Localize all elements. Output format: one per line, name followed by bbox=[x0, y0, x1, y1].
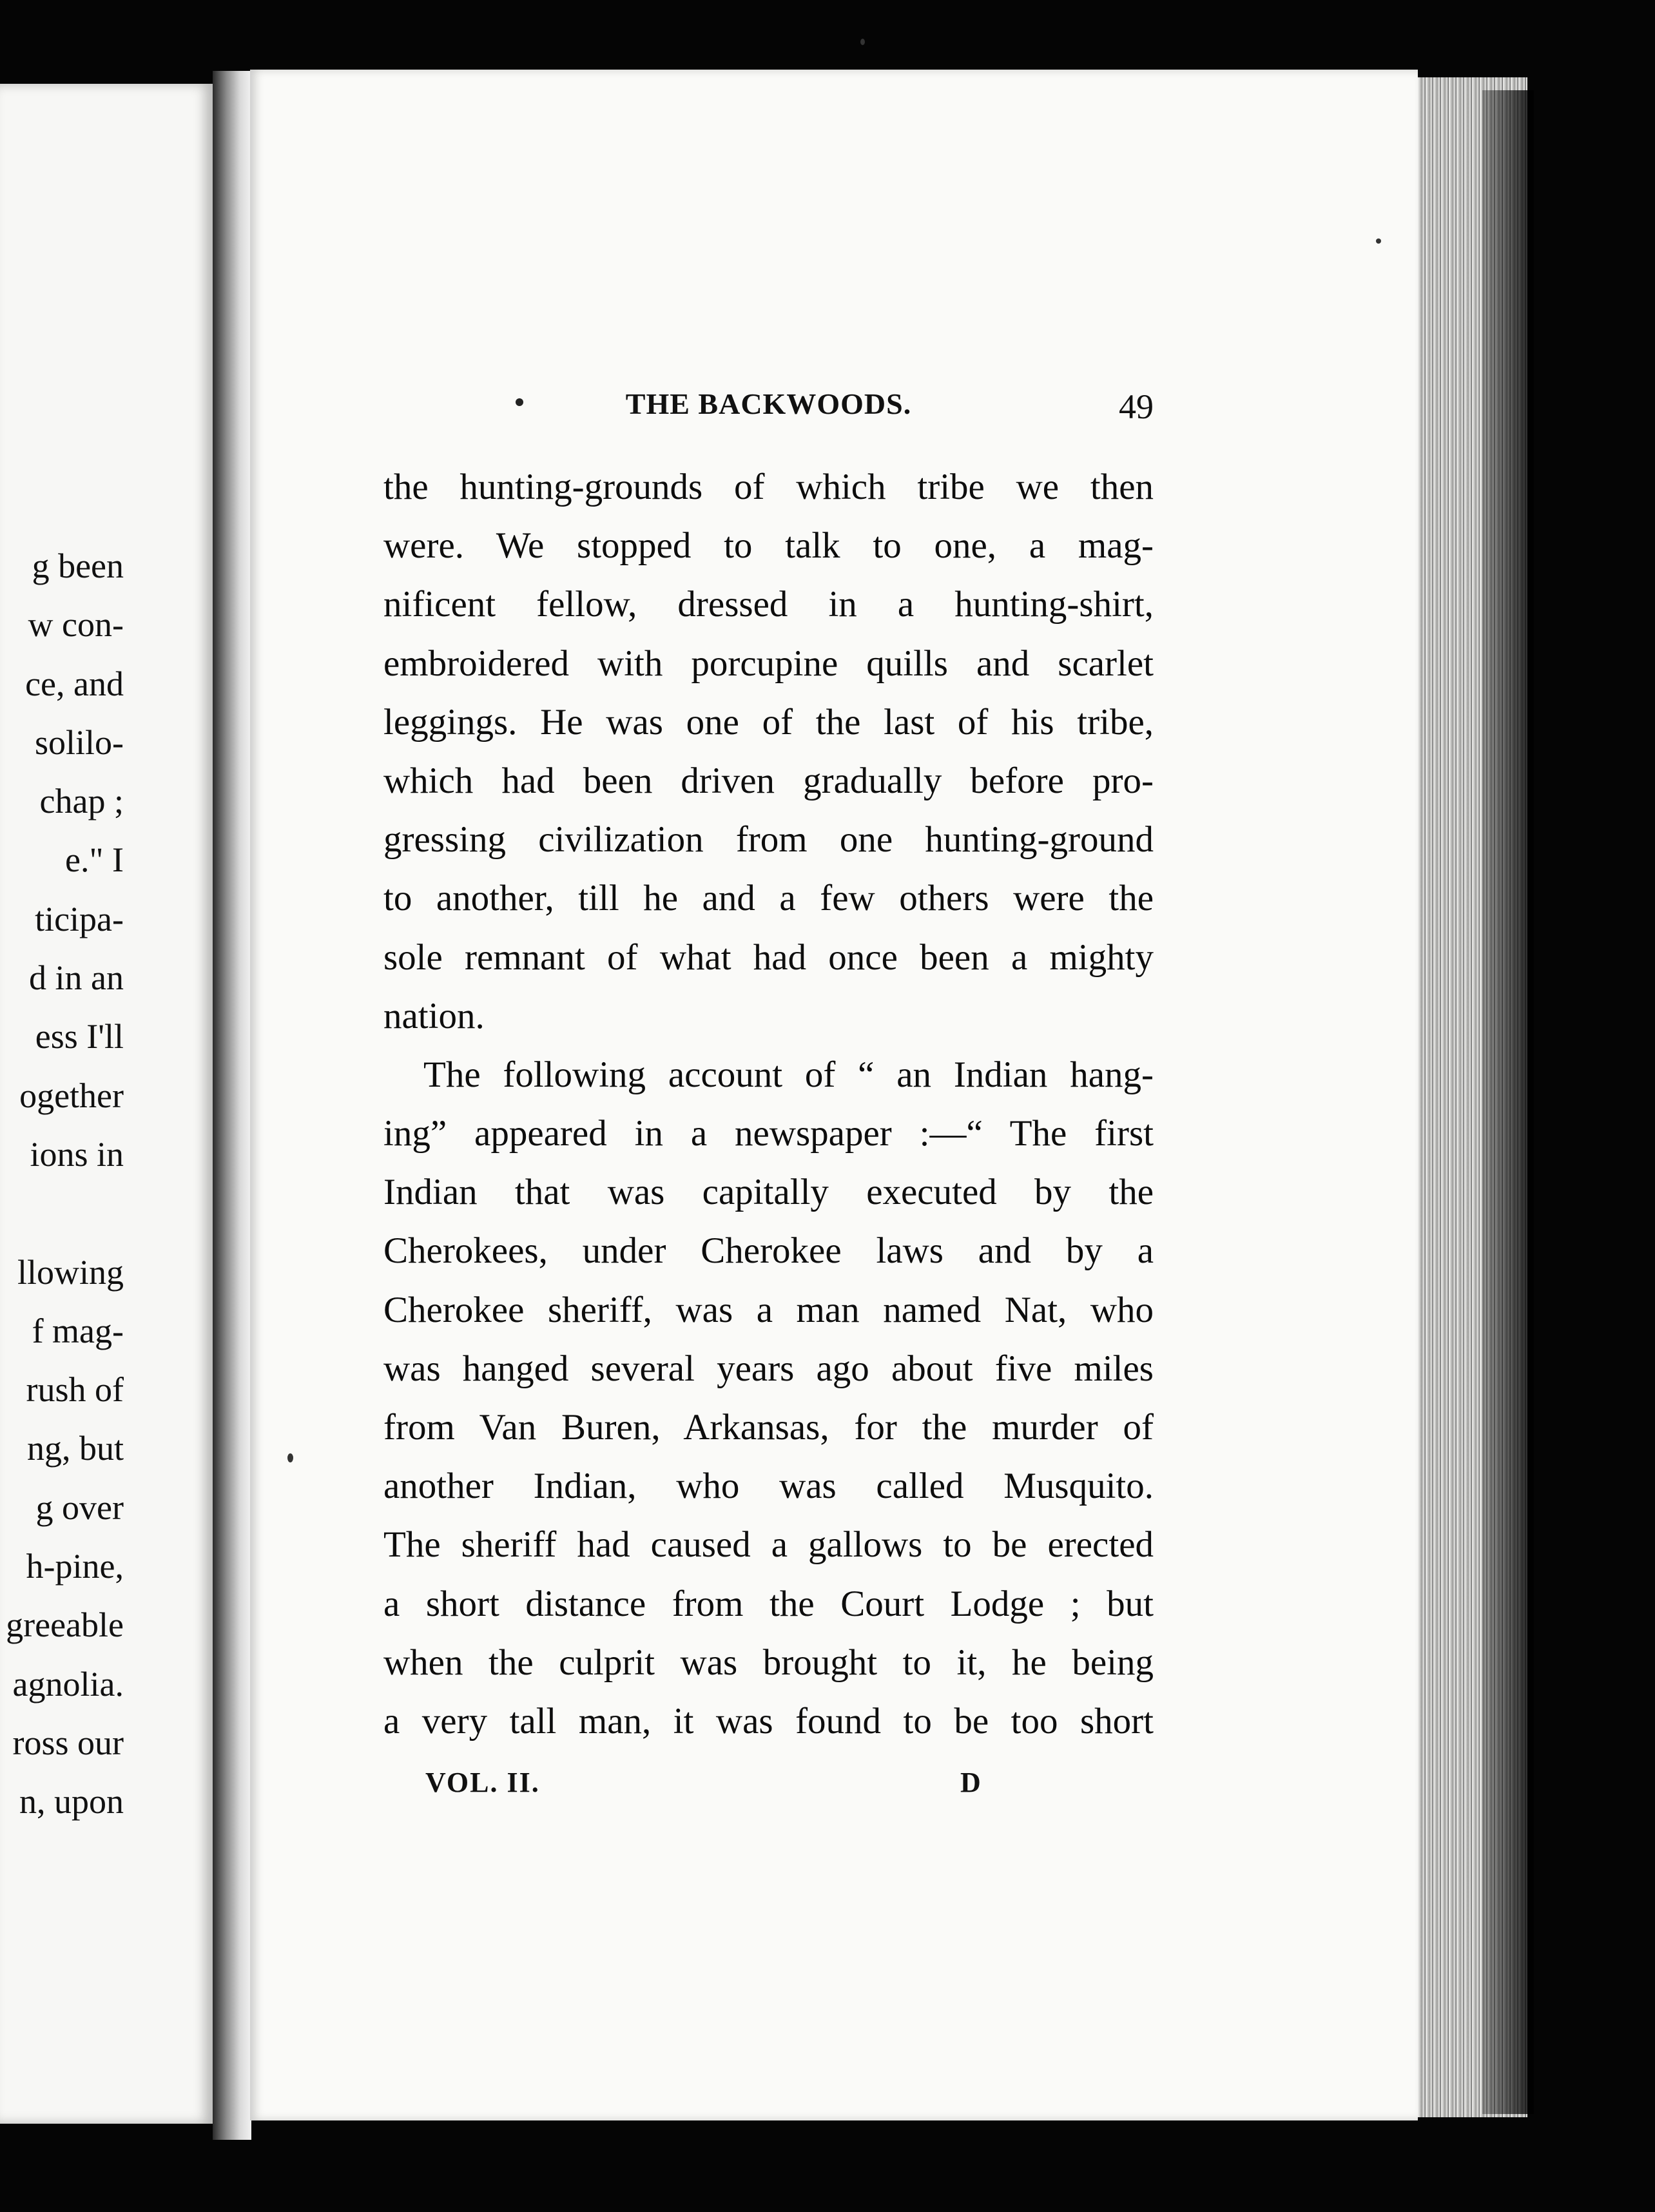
text-line: a short distance from the Court Lodge ; but bbox=[383, 1583, 1154, 1624]
ink-speck bbox=[1376, 238, 1381, 244]
text-line: Indian that was capitally executed by the bbox=[383, 1172, 1154, 1213]
left-line: g been bbox=[32, 547, 124, 585]
text-line: a very tall man, it was found to be too short bbox=[383, 1700, 1154, 1741]
page-number: 49 bbox=[1119, 387, 1154, 426]
page-edges-shadow bbox=[1482, 90, 1534, 2114]
text-line: when the culprit was brought to it, he being bbox=[383, 1642, 1154, 1683]
volume-label: VOL. II. bbox=[425, 1767, 540, 1798]
text-line: Cherokees, under Cherokee laws and by a bbox=[383, 1230, 1154, 1272]
left-line: ross our bbox=[12, 1723, 124, 1762]
left-page-text bbox=[6, 537, 124, 1832]
text-line: from Van Buren, Arkansas, for the murder of bbox=[383, 1407, 1154, 1448]
left-line: ng, but bbox=[26, 1429, 124, 1468]
book-gutter bbox=[213, 71, 251, 2140]
left-line: ce, and bbox=[25, 664, 124, 703]
text-line: ing” appeared in a newspaper :—“ The first bbox=[383, 1113, 1154, 1154]
text-line: the hunting-grounds of which tribe we then bbox=[383, 467, 1154, 507]
left-line: solilo- bbox=[34, 723, 124, 762]
running-head bbox=[383, 387, 1154, 432]
text-line: Cherokee sheriff, was a man named Nat, who bbox=[383, 1289, 1154, 1330]
left-line bbox=[6, 1184, 124, 1243]
left-line: h-pine, bbox=[26, 1547, 124, 1586]
footer-signature-line bbox=[425, 1766, 982, 1811]
page-body bbox=[383, 458, 1154, 1751]
text-line: gressing civilization from one hunting-ground bbox=[383, 819, 1154, 860]
left-line: ions in bbox=[30, 1134, 124, 1174]
left-line: n, upon bbox=[19, 1782, 124, 1821]
ink-speck bbox=[860, 39, 865, 45]
text-line: nificent fellow, dressed in a hunting-shirt, bbox=[383, 584, 1154, 625]
text-line: nation. bbox=[383, 995, 485, 1036]
left-line: greeable bbox=[6, 1606, 124, 1645]
left-line: w con- bbox=[28, 605, 124, 645]
left-line: rush of bbox=[26, 1370, 124, 1410]
text-line: to another, till he and a few others were the bbox=[383, 878, 1154, 919]
left-line: e." I bbox=[65, 840, 124, 880]
left-facing-page bbox=[0, 84, 213, 2124]
text-line: embroidered with porcupine quills and scarlet bbox=[383, 643, 1154, 684]
ink-speck bbox=[287, 1453, 293, 1462]
text-line: The following account of “ an Indian hang- bbox=[423, 1054, 1154, 1095]
signature-mark: D bbox=[960, 1767, 982, 1798]
text-line: was hanged several years ago about five miles bbox=[383, 1348, 1154, 1389]
text-line: leggings. He was one of the last of his tribe, bbox=[383, 701, 1154, 742]
text-line: were. We stopped to talk to one, a mag- bbox=[383, 525, 1154, 567]
left-line: ess I'll bbox=[35, 1017, 124, 1056]
left-line: ticipa- bbox=[35, 899, 124, 938]
left-line: g over bbox=[35, 1488, 124, 1527]
text-line: The sheriff had caused a gallows to be erected bbox=[383, 1524, 1154, 1566]
left-line: llowing bbox=[17, 1252, 124, 1292]
left-line: chap ; bbox=[39, 782, 124, 821]
text-line: sole remnant of what had once been a mighty bbox=[383, 936, 1154, 978]
left-line: agnolia. bbox=[12, 1664, 124, 1703]
left-line: d in an bbox=[29, 958, 124, 998]
left-line: f mag- bbox=[32, 1311, 124, 1350]
running-title: THE BACKWOODS. bbox=[625, 387, 912, 420]
left-line: ogether bbox=[19, 1076, 124, 1115]
text-line: another Indian, who was called Musquito. bbox=[383, 1466, 1154, 1507]
text-line: which had been driven gradually before pro- bbox=[383, 760, 1154, 801]
